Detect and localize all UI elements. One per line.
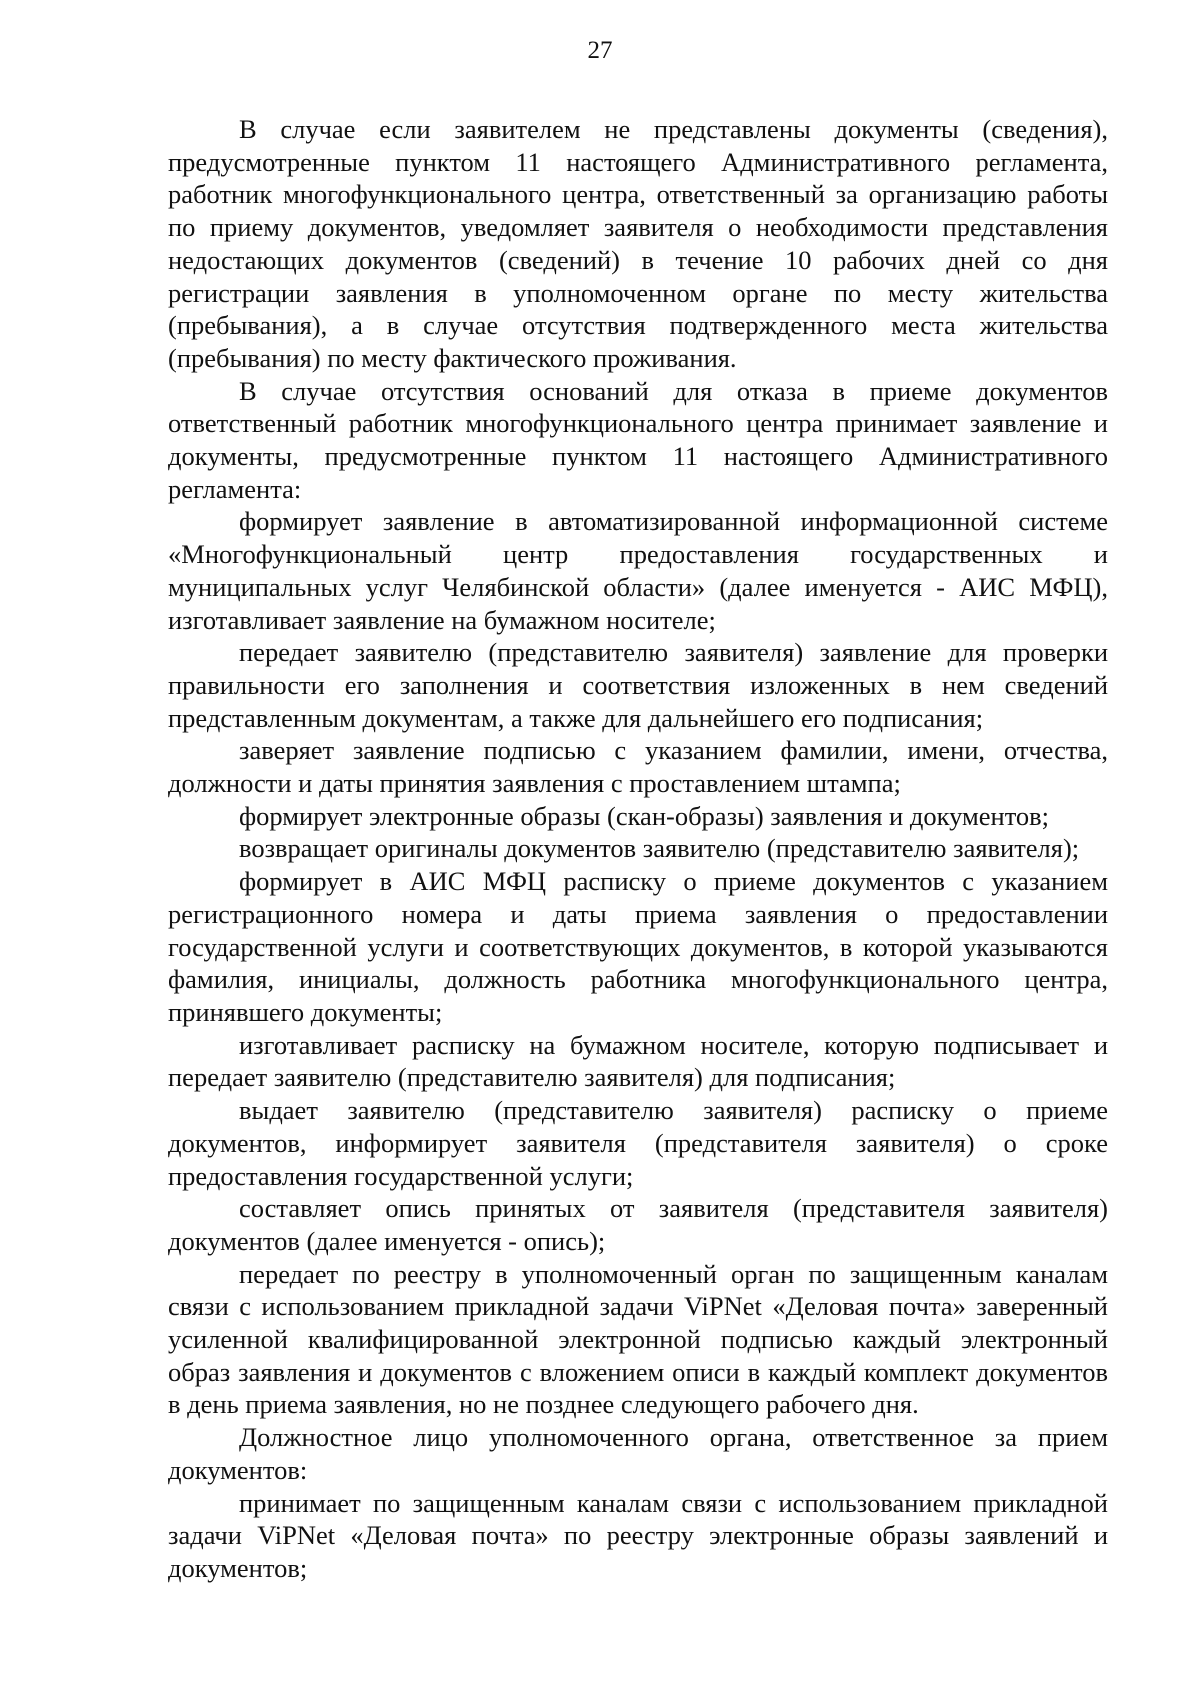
page-number: 27 [587,37,613,64]
paragraph-accepts-electronic-images: принимает по защищенным каналам связи с использованием прикладной задачи ViPNet «Деловая почта» по реестру электронные образы заявлений и документов; [168,1487,1108,1583]
paragraph-official-responsible: Должностное лицо уполномоченного органа, ответственное за прием документов: [168,1422,1108,1485]
paragraph-makes-inventory: составляет опись принятых от заявителя (представителя заявителя) документов (далее именуется - опись); [168,1193,1108,1256]
document-body [168,113,1108,1585]
paragraph-transfers-by-registry: передает по реестру в уполномоченный орган по защищенным каналам связи с использованием прикладной задачи ViPNet «Деловая почта» заверенный усиленной квалифицированной электронной подписью каждый электронный образ заявления и документов с вложением описи в каждый комплект документов в день приема заявления, но не позднее следующего рабочего дня. [168,1258,1108,1420]
paragraph-transfers-for-check: передает заявителю (представителю заявителя) заявление для проверки правильности его заполнения и соответствия изложенных в нем сведений представленным документам, а также для дальнейшего его подписания; [168,637,1108,733]
paragraph-missing-documents: В случае если заявителем не представлены документы (сведения), предусмотренные пунктом 11 настоящего Административного регламента, работник многофункционального центра, ответственный за организацию работы по приему документов, уведомляет заявителя о необходимости представления недостающих документов (сведений) в течение 10 рабочих дней со дня регистрации заявления в уполномоченном органе по месту жительства (пребывания), а в случае отсутствия подтвержденного места жительства (пребывания) по месту фактического проживания. [168,114,1108,373]
paragraph-forms-receipt: формирует в АИС МФЦ расписку о приеме документов с указанием регистрационного номера и даты приема заявления о предоставлении государственной услуги и соответствующих документов, в которой указываются фамилия, инициалы, должность работника многофункционального центра, принявшего документы; [168,866,1108,1027]
paragraph-prints-receipt: изготавливает расписку на бумажном носителе, которую подписывает и передает заявителю (представителю заявителя) для подписания; [168,1029,1108,1093]
paragraph-certifies-application: заверяет заявление подписью с указанием фамилии, имени, отчества, должности и даты принятия заявления с проставлением штампа; [168,735,1108,799]
paragraph-returns-originals: возвращает оригиналы документов заявителю (представителю заявителя); [239,833,1080,864]
paragraph-forms-application: формирует заявление в автоматизированной информационной системе «Многофункциональный центр предоставления государственных и муниципальных услуг Челябинской области» (далее именуется - АИС МФЦ), изготавливает заявление на бумажном носителе; [168,506,1108,635]
paragraph-no-grounds-for-refusal: В случае отсутствия оснований для отказа в приеме документов ответственный работник многофункционального центра принимает заявление и документы, предусмотренные пунктом 11 настоящего Административного регламента: [168,375,1108,504]
paragraph-issues-receipt: выдает заявителю (представителю заявителя) расписку о приеме документов, информирует заявителя (представителя заявителя) о сроке предоставления государственной услуги; [168,1095,1108,1191]
paragraph-forms-scans: формирует электронные образы (скан-образы) заявления и документов; [239,800,1050,831]
